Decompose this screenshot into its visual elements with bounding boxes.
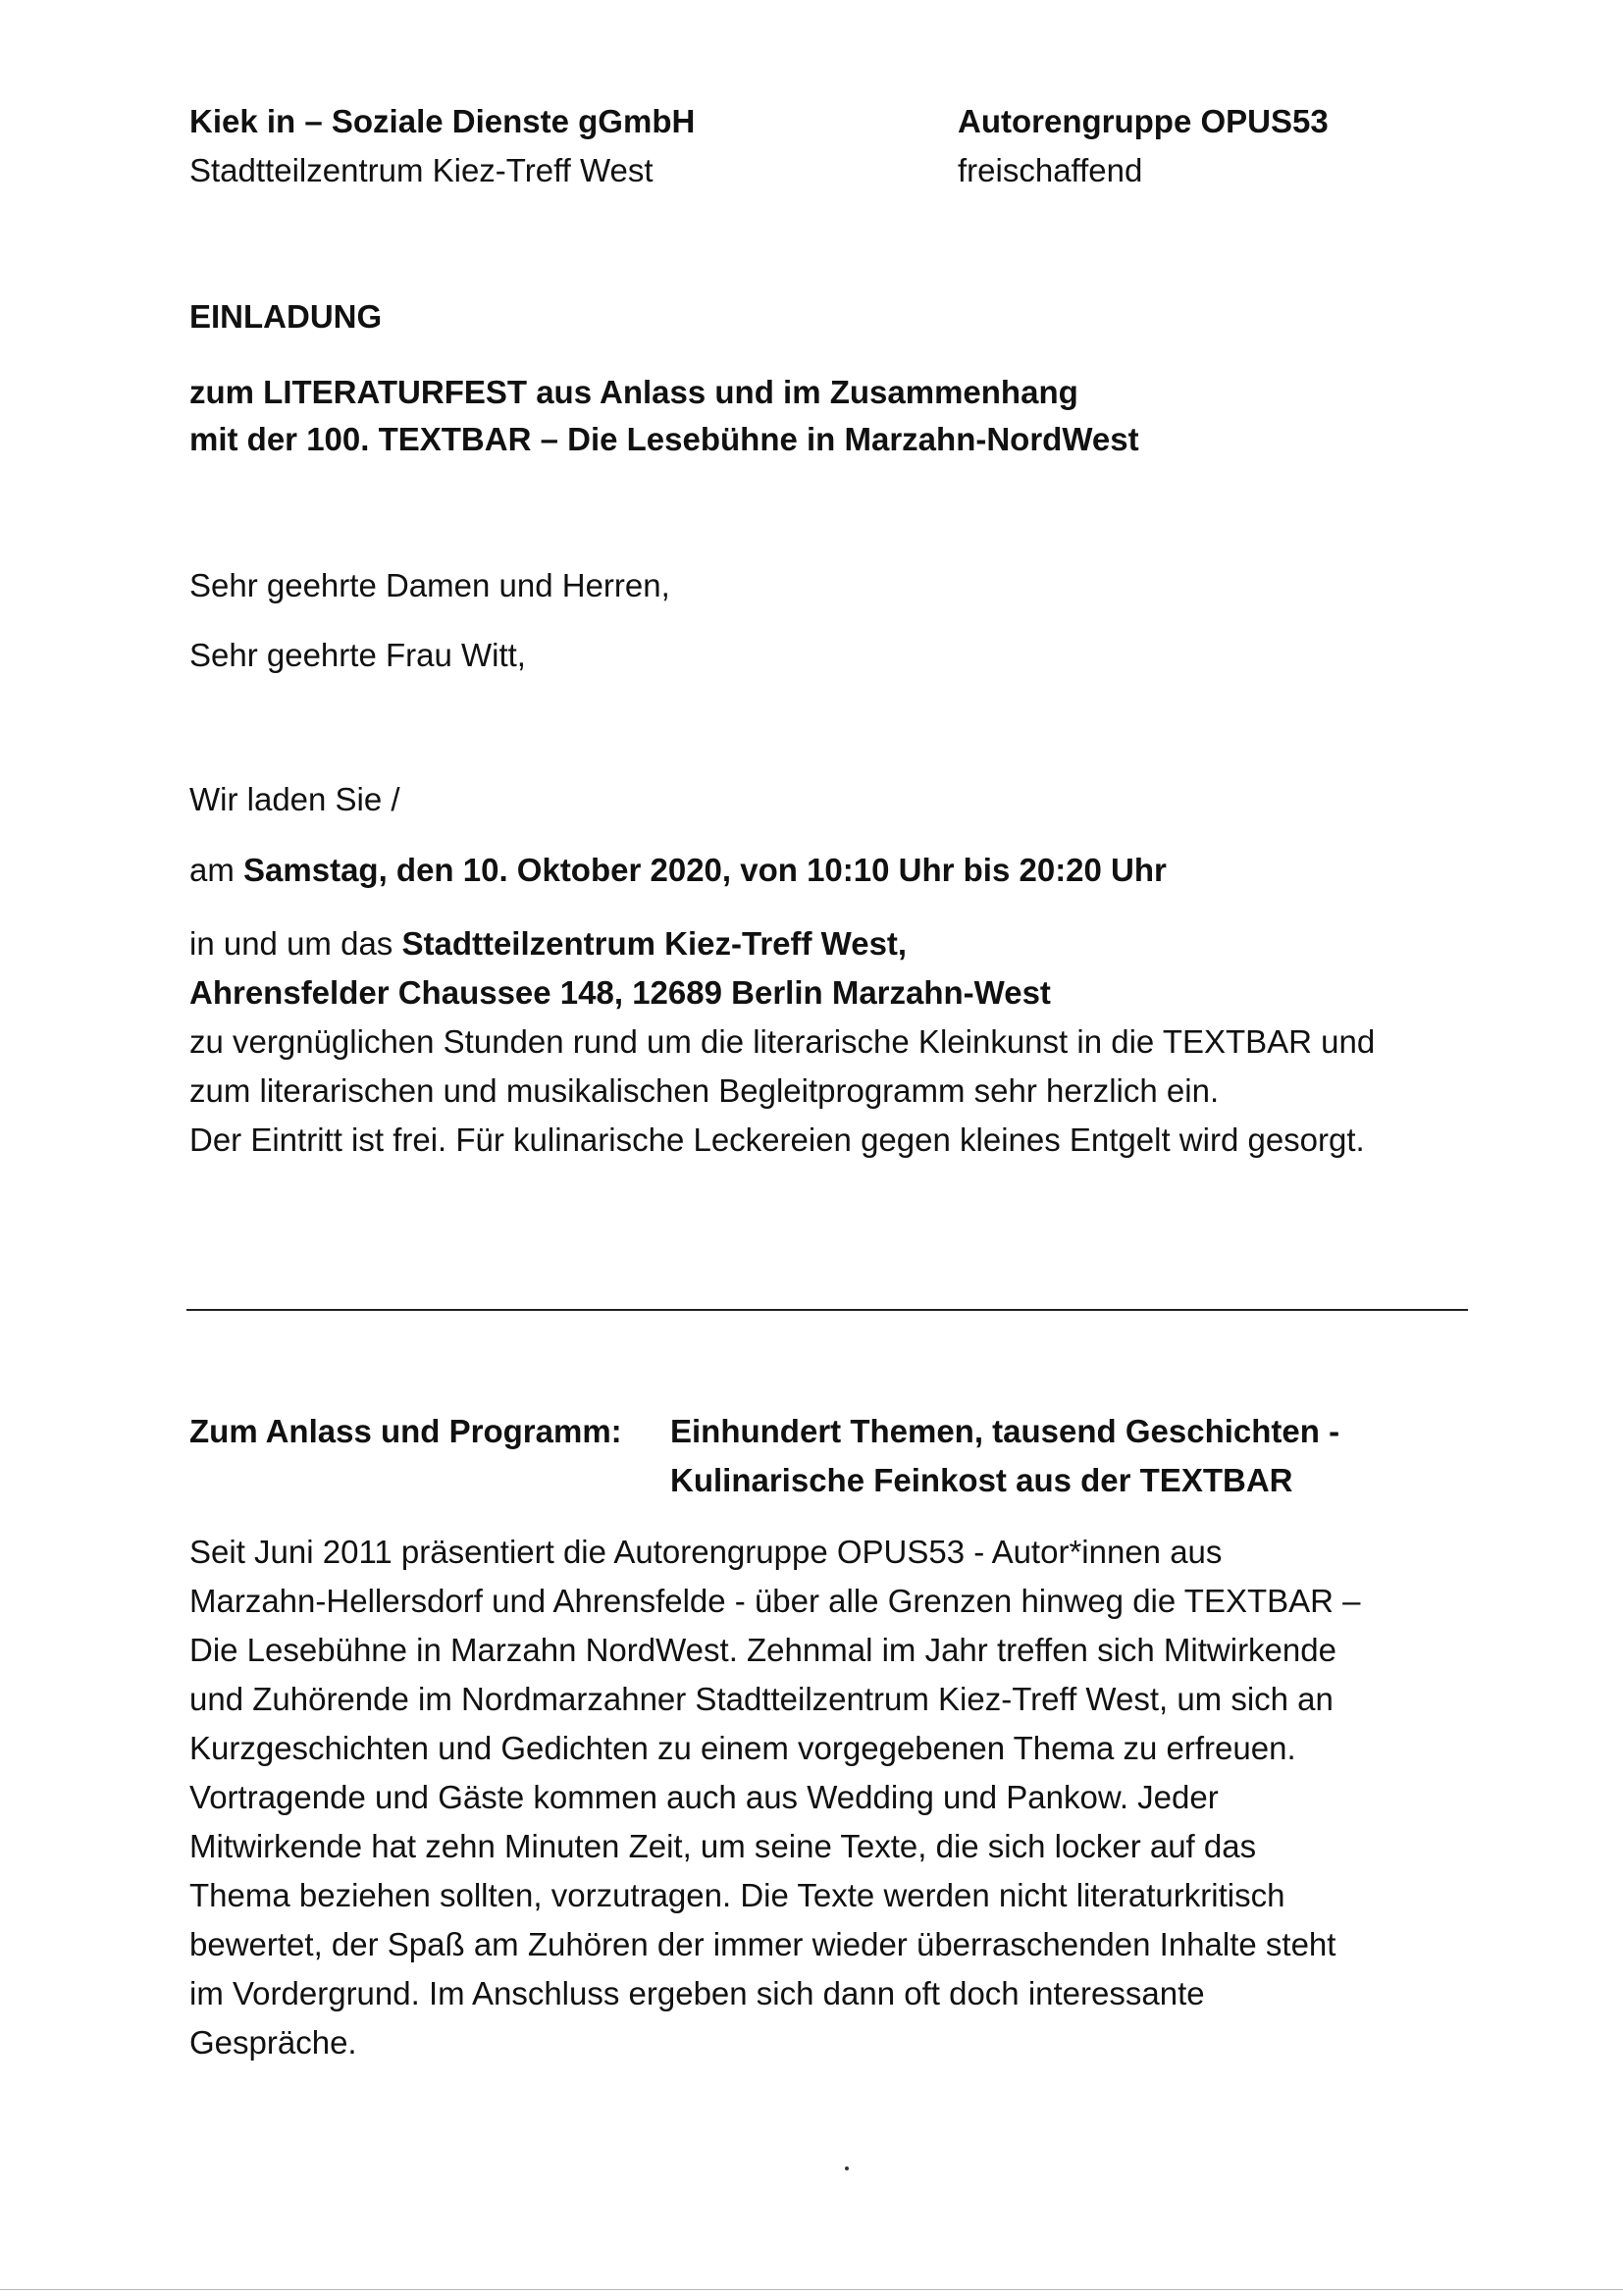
- page-bottom-edge: [0, 2289, 1623, 2290]
- salutation-line-2: Sehr geehrte Frau Witt,: [189, 637, 526, 673]
- invite-place-prefix: in und um das: [189, 925, 402, 962]
- invite-detail-line: zu vergnüglichen Stunden rund um die literarische Kleinkunst in die TEXTBAR und: [189, 1023, 1376, 1060]
- invite-detail-line: Der Eintritt ist frei. Für kulinarische Leckereien gegen kleines Entgelt wird gesorgt.: [189, 1122, 1365, 1158]
- program-body-line: Thema beziehen sollten, vorzutragen. Die Texte werden nicht literaturkritisch: [189, 1877, 1285, 1913]
- program-body-line: Die Lesebühne in Marzahn NordWest. Zehnmal im Jahr treffen sich Mitwirkende: [189, 1632, 1336, 1668]
- header-right-sub: freischaffend: [958, 152, 1143, 188]
- program-body: [189, 1528, 1361, 2067]
- invite-details: [189, 1018, 1375, 1165]
- program-body-line: Kurzgeschichten und Gedichten zu einem vorgegebenen Thema zu erfreuen.: [189, 1730, 1296, 1766]
- program-body-line: und Zuhörende im Nordmarzahner Stadtteilzentrum Kiez-Treff West, um sich an: [189, 1681, 1334, 1717]
- program-body-line: Mitwirkende hat zehn Minuten Zeit, um seine Texte, die sich locker auf das: [189, 1828, 1257, 1864]
- program-body-line: Seit Juni 2011 präsentiert die Autorengruppe OPUS53 - Autor*innen aus: [189, 1534, 1223, 1570]
- program-body-line: Vortragende und Gäste kommen auch aus Wedding und Pankow. Jeder: [189, 1779, 1219, 1815]
- section-divider: [186, 1309, 1468, 1311]
- program-body-line: Gespräche.: [189, 2024, 357, 2061]
- subtitle-line-1: zum LITERATURFEST aus Anlass und im Zusammenhang: [189, 374, 1078, 410]
- program-label: Zum Anlass und Programm:: [189, 1413, 622, 1449]
- program-heading-line-1: Einhundert Themen, tausend Geschichten -: [670, 1413, 1340, 1449]
- invite-date-line: [189, 846, 1167, 895]
- scan-dot: [845, 2166, 849, 2170]
- header-left-org: Kiek in – Soziale Dienste gGmbH: [189, 103, 696, 139]
- invite-address: Ahrensfelder Chaussee 148, 12689 Berlin Marzahn-West: [189, 974, 1051, 1011]
- header-right-org: Autorengruppe OPUS53: [958, 103, 1329, 139]
- program-heading-line-2: Kulinarische Feinkost aus der TEXTBAR: [670, 1462, 1293, 1498]
- document-title: EINLADUNG: [189, 298, 383, 335]
- header-left-sub: Stadtteilzentrum Kiez-Treff West: [189, 152, 654, 188]
- invite-date: Samstag, den 10. Oktober 2020, von 10:10 Uhr bis 20:20 Uhr: [243, 852, 1167, 888]
- subtitle-line-2: mit der 100. TEXTBAR – Die Lesebühne in Marzahn-NordWest: [189, 421, 1139, 457]
- invite-detail-line: zum literarischen und musikalischen Begleitprogramm sehr herzlich ein.: [189, 1072, 1220, 1109]
- program-body-line: bewertet, der Spaß am Zuhören der immer wieder überraschenden Inhalte steht: [189, 1926, 1336, 1962]
- program-body-line: im Vordergrund. Im Anschluss ergeben sich dann oft doch interessante: [189, 1975, 1205, 2011]
- invite-date-prefix: am: [189, 852, 244, 888]
- invite-intro: Wir laden Sie /: [189, 781, 400, 817]
- invite-place-line: [189, 919, 907, 968]
- salutation-line-1: Sehr geehrte Damen und Herren,: [189, 567, 670, 603]
- invite-place: Stadtteilzentrum Kiez-Treff West,: [401, 925, 908, 962]
- program-body-line: Marzahn-Hellersdorf und Ahrensfelde - über alle Grenzen hinweg die TEXTBAR –: [189, 1583, 1361, 1619]
